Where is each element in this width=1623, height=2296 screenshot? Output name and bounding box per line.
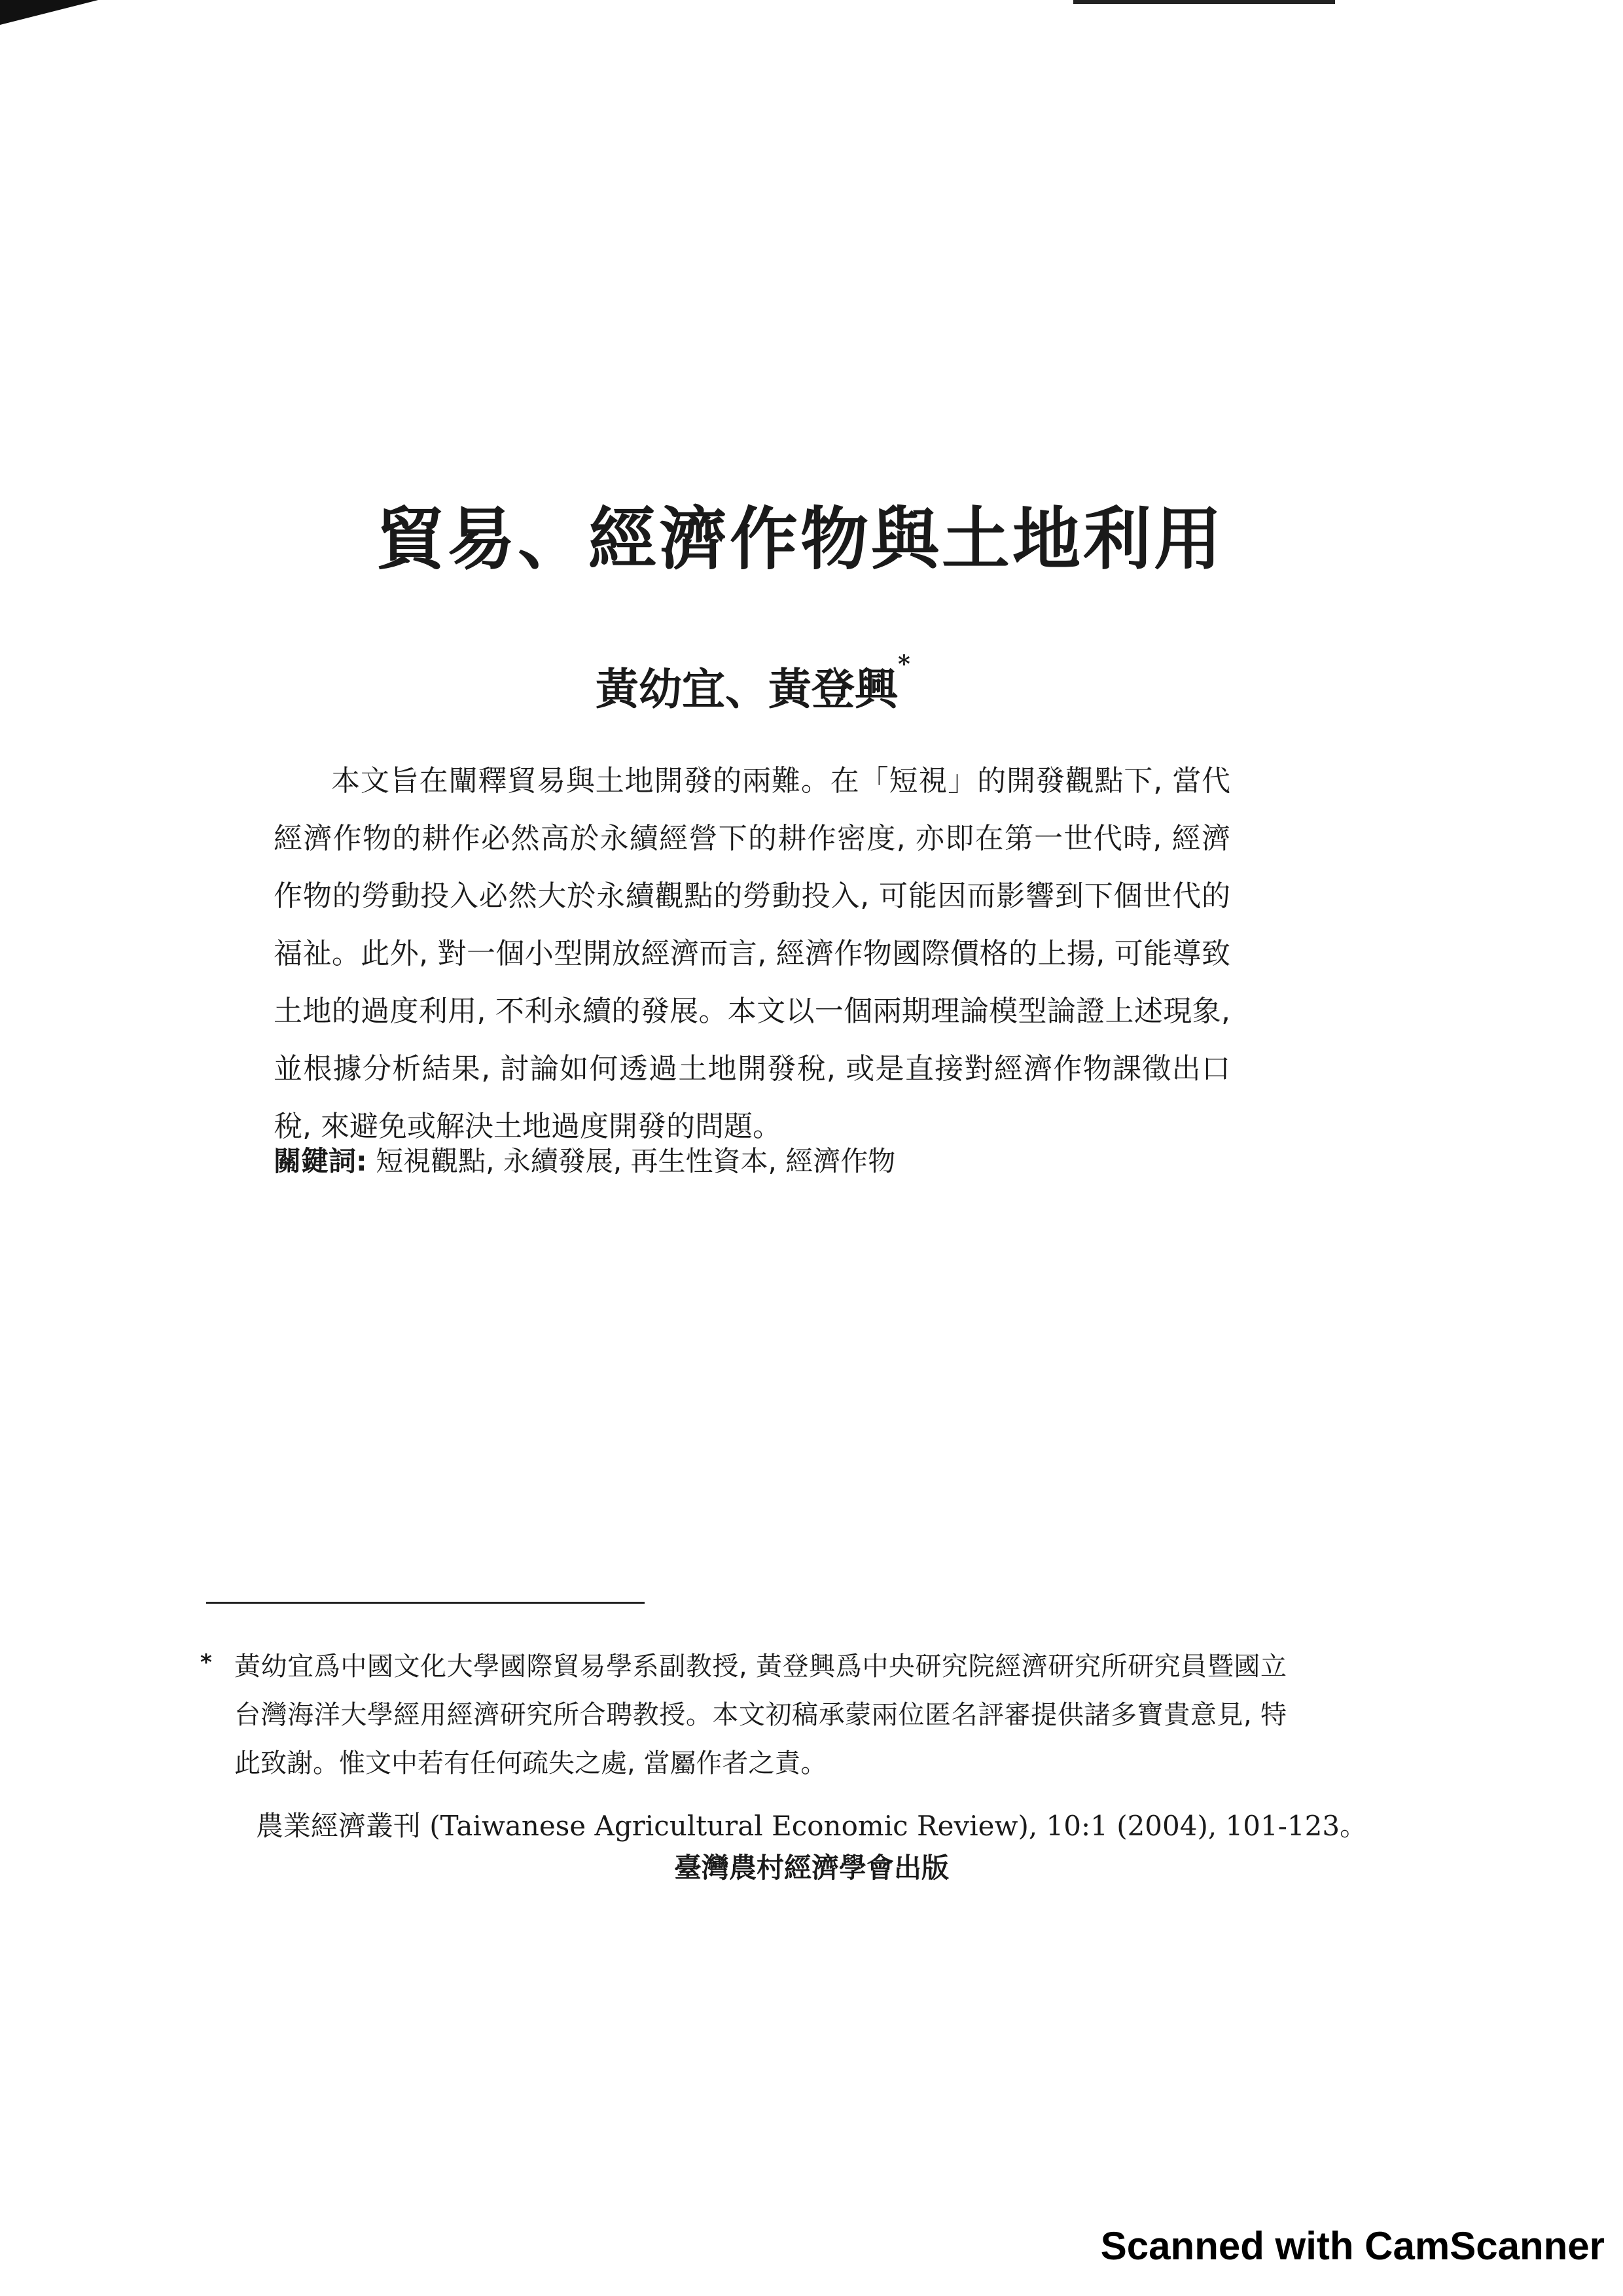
scan-edge-mark-top bbox=[1073, 0, 1335, 4]
abstract-paragraph: 本文旨在闡釋貿易與土地開發的兩難。在「短視」的開發觀點下, 當代經濟作物的耕作必然高於永續經營下的耕作密度, 亦即在第一世代時, 經濟作物的勞動投入必然大於永續觀點的勞動投入, 可能因而影響到下個世代的福祉。此外, 對一個小型開放經濟而言, 經濟作物國際價格的上揚, 可能導致土地的過度利用, 不利永續的發展。本文以一個兩期理論模型論證上述現象, 並根據分析結果, 討論如何透過土地開發稅, 或是直接對經濟作物課徵出口稅, 來避免或解決土地過度開發的問題。 bbox=[274, 764, 1230, 1143]
author-line bbox=[596, 650, 910, 716]
keywords-label: 關鍵詞: bbox=[274, 1145, 367, 1177]
journal-citation: 農業經濟叢刊 (Taiwanese Agricultural Economic Review), 10:1 (2004), 101-123。 bbox=[255, 1810, 1368, 1842]
author-footnote bbox=[200, 1642, 1287, 1788]
keywords-terms: 短視觀點, 永續發展, 再生性資本, 經濟作物 bbox=[376, 1145, 896, 1177]
publisher-line: 臺灣農村經濟學會出版 bbox=[673, 1852, 949, 1884]
footnote-text: 黃幼宜爲中國文化大學國際貿易學系副教授, 黃登興爲中央研究院經濟研究所研究員暨國立台灣海洋大學經用經濟研究所合聘教授。本文初稿承蒙兩位匿名評審提供諸多寶貴意見, 特此致謝。惟文中若有任何疏失之處, 當屬作者之責。 bbox=[234, 1651, 1287, 1778]
scanner-watermark: Scanned with CamScanner bbox=[1100, 2224, 1605, 2268]
paper-title: 貿易、經濟作物與土地利用 bbox=[376, 499, 1225, 579]
author-footnote-mark: * bbox=[898, 650, 910, 678]
footnote-divider bbox=[206, 1602, 645, 1604]
author-names: 黃幼宜、黃登興 bbox=[596, 663, 898, 715]
footnote-mark: * bbox=[200, 1650, 212, 1676]
keywords-line bbox=[274, 1140, 1230, 1179]
scan-edge-mark bbox=[0, 0, 98, 25]
